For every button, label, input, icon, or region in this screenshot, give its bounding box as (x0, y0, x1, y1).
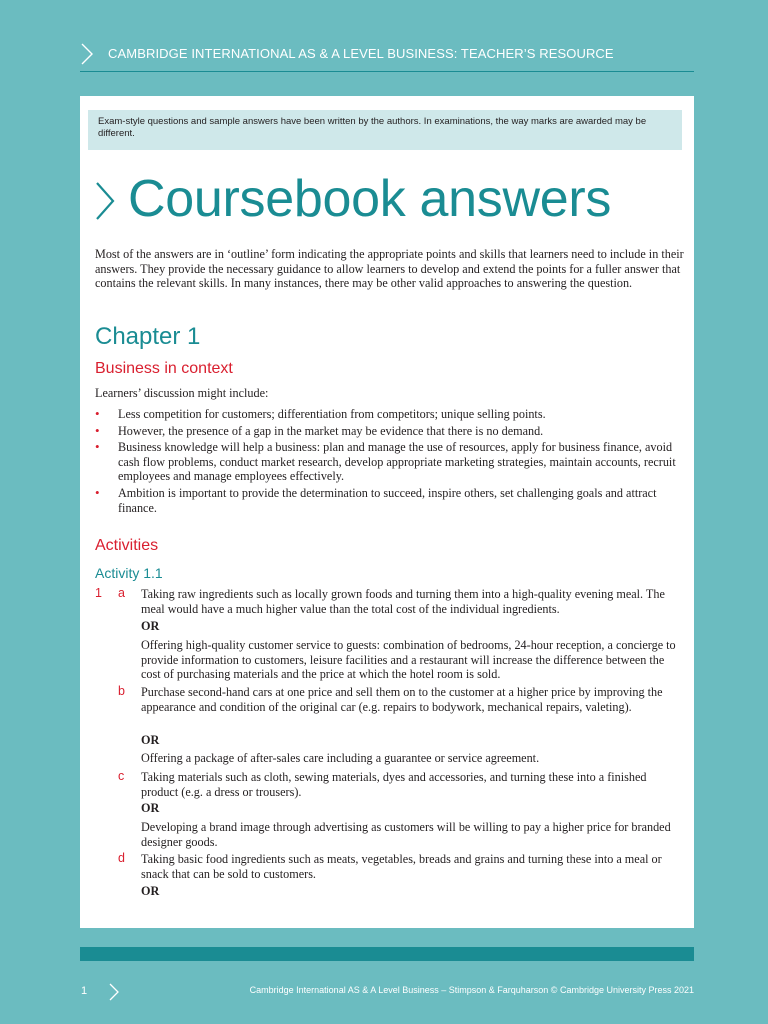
part-b-answer-1: Purchase second-hand cars at one price and sell them on to the customer at a higher price by improving the appearance and condition of the original car (e.g. repairs to bodywork, mechanical repairs, valeting). (141, 685, 663, 714)
chevron-right-icon (80, 42, 94, 66)
page-content (80, 96, 694, 928)
header-title: CAMBRIDGE INTERNATIONAL AS & A LEVEL BUSINESS: TEACHER’S RESOURCE (108, 46, 614, 61)
part-c-answer-1: Taking materials such as cloth, sewing materials, dyes and accessories, and turning these into a finished product (e.g. a dress or trousers). (141, 770, 647, 799)
discussion-lead: Learners’ discussion might include: (95, 386, 269, 400)
bullet-icon: • (95, 439, 100, 455)
part-d-answer-1: Taking basic food ingredients such as meats, vegetables, breads and grains and turning these into a meal or snack that can be sold to customers. (141, 852, 662, 881)
intro-paragraph: Most of the answers are in ‘outline’ form indicating the appropriate points and skills that learners need to include in their answers. They provide the necessary guidance to allow learners to develop and extend the points for a fuller answer that contains the relevant skills. In many instances, there may be other valid approaches to answering the question. (95, 247, 684, 291)
or-label: OR (141, 619, 160, 633)
chapter-heading: Chapter 1 (95, 323, 201, 350)
list-item: • However, the presence of a gap in the market may be evidence that there is no demand. (95, 422, 544, 438)
activity-heading: Activity 1.1 (95, 565, 163, 581)
footer-band (80, 947, 694, 961)
list-item: • Less competition for customers; differentiation from competitors; unique selling points. (95, 406, 546, 421)
part-a-answer-2: Offering high-quality customer service to guests: combination of bedrooms, 24-hour reception, a concierge to provide information to customers, leisure facilities and a restaurant will increase the difference between the cost of purchasing materials and the price at which the hotel room is sold. (141, 638, 676, 682)
exam-notice: Exam-style questions and sample answers have been written by the authors. In examinations, the way marks are awarded may be different. (88, 110, 682, 150)
list-item: • Business knowledge will help a business: plan and manage the use of resources, apply for business finance, avoid cash flow problems, conduct market research, develop appropriate marketing strategies, maintain accounts, recruit employees and manage employees effectively. (95, 439, 676, 484)
page-number: 1 (81, 985, 88, 997)
part-c-answer-2: Developing a brand image through advertising as customers will be willing to pay a higher price for branded designer goods. (141, 820, 671, 849)
or-label: OR (141, 801, 160, 815)
page-title-text: Coursebook answers (128, 170, 612, 228)
part-letter-b: b (118, 684, 125, 698)
business-in-context-heading: Business in context (95, 360, 233, 377)
bullet-icon: • (95, 484, 100, 500)
bullet-icon: • (95, 406, 100, 421)
part-letter-d: d (118, 851, 125, 865)
bullet-icon: • (95, 422, 100, 438)
discussion-list (95, 407, 685, 517)
list-item: • Ambition is important to provide the determination to succeed, inspire others, set challenging goals and attract finance. (95, 484, 657, 515)
footer-copyright: Cambridge International AS & A Level Business – Stimpson & Farquharson © Cambridge University Press 2021 (249, 985, 694, 995)
running-header (80, 38, 694, 72)
or-label: OR (141, 884, 160, 898)
part-letter-c: c (118, 769, 125, 783)
question-number: 1 (95, 586, 102, 600)
chevron-right-icon (108, 982, 120, 1002)
or-label: OR (141, 733, 160, 747)
part-b-answer-2: Offering a package of after-sales care including a guarantee or service agreement. (141, 751, 540, 765)
chevron-right-icon (94, 180, 116, 222)
part-a-answer-1: Taking raw ingredients such as locally grown foods and turning them into a high-quality evening meal. The meal would have a much higher value than the total cost of the individual ingredients. (141, 587, 665, 616)
part-letter-a: a (118, 586, 125, 600)
activities-heading: Activities (95, 537, 159, 554)
